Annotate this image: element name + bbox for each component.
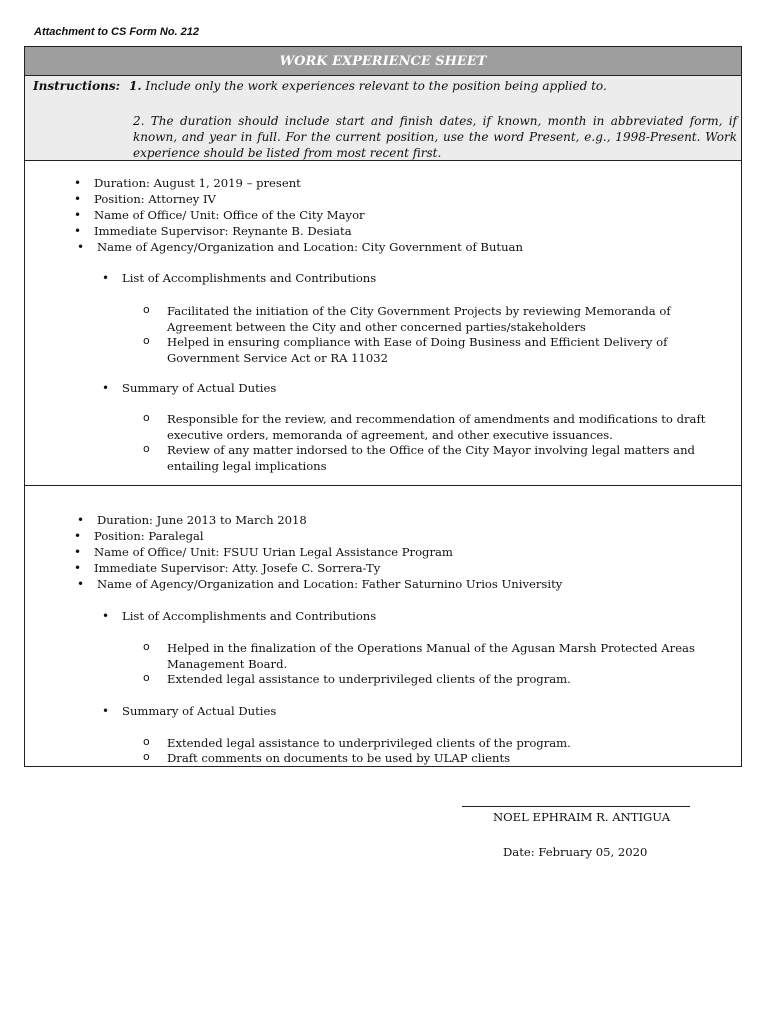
supervisor-line: • Immediate Supervisor: Reynante B. Desiata	[94, 223, 352, 239]
agency-line: • Name of Agency/Organization and Location: City Government of Butuan	[97, 239, 523, 255]
duration-line: • Duration: August 1, 2019 – present	[94, 175, 301, 191]
duties-heading: • Summary of Actual Duties	[122, 380, 276, 396]
accomplishment-item: o Facilitated the initiation of the City Government Projects by reviewing Memoranda of Agreement between the City and other concerned parties/stakeholders	[167, 303, 737, 335]
accomplishments-heading: • List of Accomplishments and Contributions	[122, 608, 376, 624]
accomplishments-heading: • List of Accomplishments and Contributions	[122, 270, 376, 286]
instruction-text: The duration should include start and finish dates, if known, month in abbreviated form, if known, and year in full. For the current position, use the word Present, e.g., 1998-Present. Work experience should be listed from most recent first.	[133, 114, 737, 160]
accomplishment-item: o Helped in ensuring compliance with Ease of Doing Business and Efficient Delivery of Government Service Act or RA 11032	[167, 334, 737, 366]
instruction-text: Include only the work experiences relevant to the position being applied to.	[145, 79, 607, 93]
signature-line	[462, 806, 690, 807]
duty-item: o Responsible for the review, and recommendation of amendments and modifications to draft executive orders, memoranda of agreement, and other executive issuances.	[167, 411, 737, 443]
work-experience-sheet	[24, 46, 742, 767]
instruction-item-2	[133, 113, 737, 161]
signatory-name: NOEL EPHRAIM R. ANTIGUA	[493, 810, 671, 824]
office-line: • Name of Office/ Unit: FSUU Urian Legal Assistance Program	[94, 544, 453, 560]
instruction-number: 2.	[133, 114, 145, 128]
supervisor-line: • Immediate Supervisor: Atty. Josefe C. Sorrera-Ty	[94, 560, 380, 576]
accomplishment-item: o Helped in the finalization of the Operations Manual of the Agusan Marsh Protected Areas Management Board.	[167, 640, 737, 672]
duty-item: o Draft comments on documents to be used by ULAP clients	[167, 750, 737, 766]
agency-line: • Name of Agency/Organization and Location: Father Saturnino Urios University	[97, 576, 562, 592]
duty-item: o Extended legal assistance to underprivileged clients of the program.	[167, 735, 737, 751]
signature-date: Date: February 05, 2020	[503, 845, 648, 859]
instructions-block	[25, 76, 741, 161]
sheet-title: WORK EXPERIENCE SHEET	[25, 47, 741, 76]
attachment-label: Attachment to CS Form No. 212	[34, 26, 200, 38]
duties-heading: • Summary of Actual Duties	[122, 703, 276, 719]
position-line: • Position: Paralegal	[94, 528, 204, 544]
instructions-label: Instructions:	[33, 79, 121, 93]
instruction-item-1	[129, 79, 607, 93]
experience-entry	[25, 486, 741, 766]
instruction-number: 1.	[129, 79, 142, 93]
position-line: • Position: Attorney IV	[94, 191, 216, 207]
duty-item: o Review of any matter indorsed to the Office of the City Mayor involving legal matters and entailing legal implications	[167, 442, 737, 474]
accomplishment-item: o Extended legal assistance to underprivileged clients of the program.	[167, 671, 737, 687]
experience-entry	[25, 161, 741, 486]
office-line: • Name of Office/ Unit: Office of the City Mayor	[94, 207, 365, 223]
duration-line: • Duration: June 2013 to March 2018	[97, 512, 307, 528]
